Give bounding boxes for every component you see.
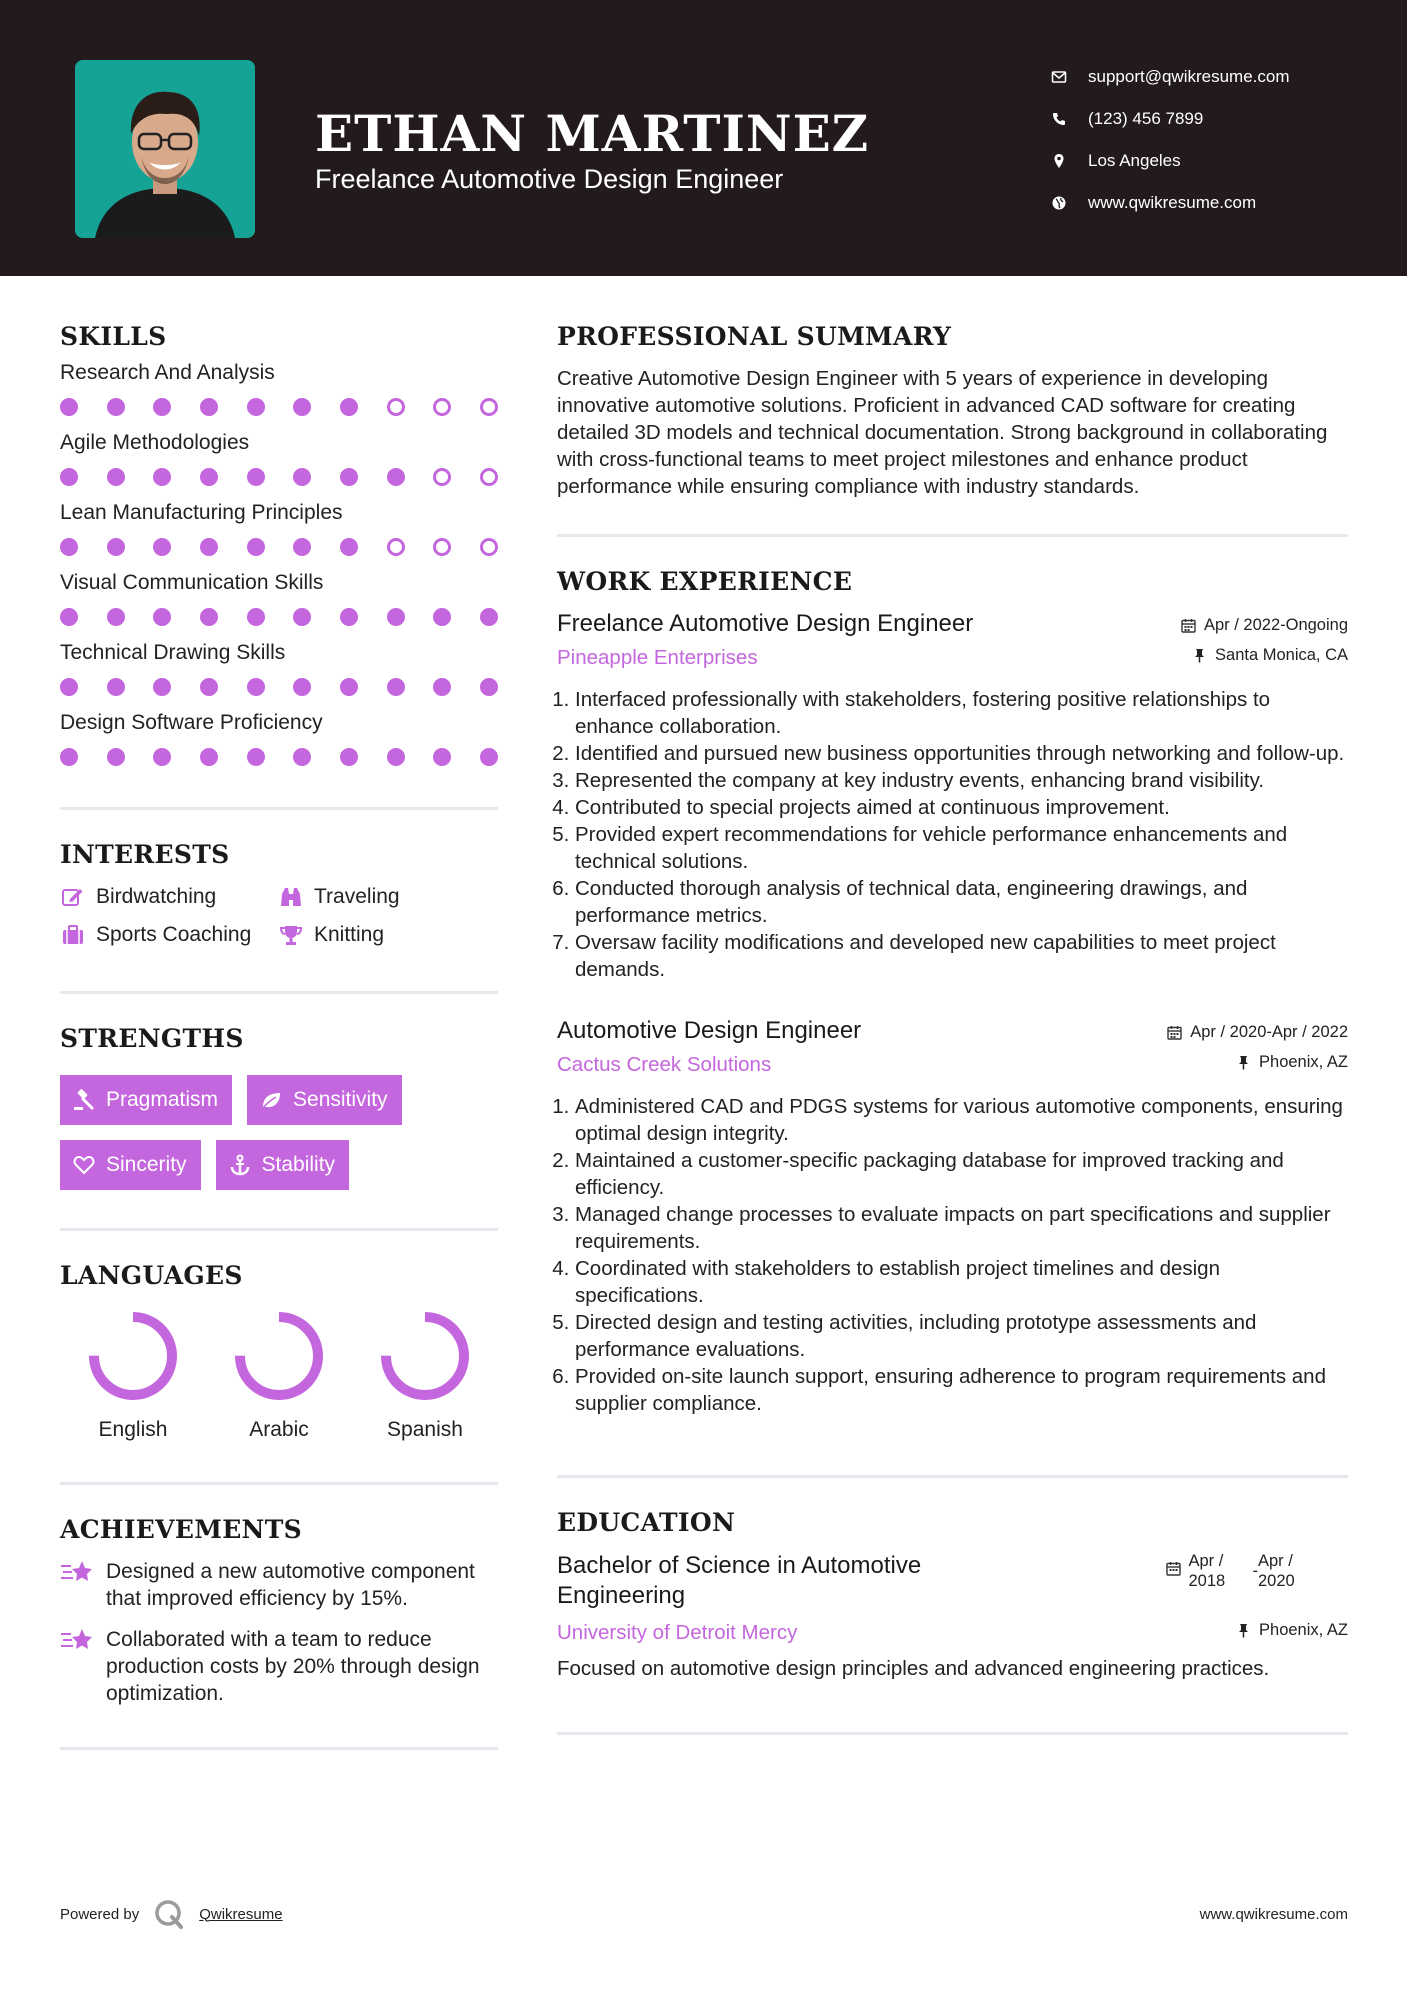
summary-section [557, 322, 1348, 500]
job-location [1236, 1053, 1348, 1072]
phone-icon [1050, 110, 1068, 128]
skill-dot-filled [200, 748, 218, 766]
skill-dot-empty [480, 468, 498, 486]
language-item [60, 1310, 206, 1442]
skill-rating [60, 533, 498, 561]
skill-dot-filled [60, 678, 78, 696]
contact-phone-text: (123) 456 7899 [1088, 109, 1204, 128]
skill-rating [60, 603, 498, 631]
section-divider [60, 807, 498, 810]
degree-title: Bachelor of Science in Automotive Engineering [557, 1552, 922, 1609]
skill-dot-empty [480, 538, 498, 556]
languages-section [60, 1261, 498, 1442]
skill-item [60, 361, 498, 421]
strength-label: Pragmatism [106, 1088, 219, 1111]
skill-dot-filled [60, 398, 78, 416]
interests-section [60, 840, 498, 947]
education-description: Focused on automotive design principles and advanced engineering practices. [557, 1657, 1270, 1680]
skill-dot-empty [433, 398, 451, 416]
skill-dot-empty [480, 398, 498, 416]
strength-tag [60, 1140, 201, 1190]
contact-email[interactable] [1050, 56, 1290, 98]
language-progress-ring [233, 1310, 325, 1402]
school-name: University of Detroit Mercy [557, 1621, 798, 1644]
job-dates-text: Apr / 2020-Apr / 2022 [1190, 1023, 1348, 1041]
skill-dot-filled [340, 468, 358, 486]
resume-header [0, 0, 1407, 276]
section-divider [60, 1482, 498, 1485]
experience-heading: WORK EXPERIENCE [557, 567, 853, 596]
binoculars-icon [278, 885, 304, 909]
company-name: Cactus Creek Solutions [557, 1053, 772, 1076]
skill-dot-filled [387, 748, 405, 766]
skill-dot-filled [387, 608, 405, 626]
interest-item [60, 885, 278, 909]
job-header [557, 1017, 1348, 1045]
bullet-item: 1. Administered CAD and PDGS systems for various automotive components, ensuring optimal design integrity. [575, 1093, 1348, 1147]
skill-dot-filled [247, 608, 265, 626]
education-location [1236, 1621, 1348, 1640]
skill-dot-filled [60, 608, 78, 626]
skill-dot-filled [480, 678, 498, 696]
bullet-item: 4. Coordinated with stakeholders to establish project timelines and design specifications. [575, 1255, 1348, 1309]
achievement-item [60, 1558, 498, 1612]
languages-heading: LANGUAGES [60, 1261, 243, 1290]
skill-rating [60, 463, 498, 491]
profile-photo [75, 60, 255, 238]
skill-label: Design Software Proficiency [60, 711, 323, 734]
skill-dot-filled [340, 678, 358, 696]
skill-rating [60, 743, 498, 771]
candidate-name: ETHAN MARTINEZ [315, 104, 870, 163]
bullet-item: 5. Directed design and testing activities, including prototype assessments and performance evaluations. [575, 1309, 1348, 1363]
footer-website[interactable]: www.qwikresume.com [1199, 1906, 1348, 1923]
contact-website[interactable] [1050, 182, 1290, 224]
education-location-text: Phoenix, AZ [1259, 1621, 1348, 1639]
contact-location-text: Los Angeles [1088, 151, 1181, 170]
bullet-item: 1. Interfaced professionally with stakeholders, fostering positive relationships to enhance collaboration. [575, 686, 1348, 740]
skill-dot-filled [247, 748, 265, 766]
job-location-text: Phoenix, AZ [1259, 1053, 1348, 1071]
bullet-item: 4. Contributed to special projects aimed at continuous improvement. [575, 794, 1348, 821]
education-start-date: Apr / 2018 [1188, 1552, 1226, 1590]
bullet-item: 3. Represented the company at key industry events, enhancing brand visibility. [575, 767, 1348, 794]
education-dates [1166, 1551, 1309, 1591]
globe-icon [1050, 194, 1068, 212]
contact-location [1050, 140, 1290, 182]
job-location-text: Santa Monica, CA [1215, 646, 1348, 664]
strength-tag [247, 1075, 402, 1125]
strength-label: Sincerity [106, 1153, 187, 1176]
skill-dot-filled [60, 538, 78, 556]
skill-dot-filled [293, 748, 311, 766]
trophy-icon [278, 923, 304, 947]
skill-dot-filled [153, 468, 171, 486]
achievements-section [60, 1515, 498, 1707]
skill-dot-filled [153, 678, 171, 696]
bullet-item: 7. Oversaw facility modifications and developed new capabilities to meet project demands. [575, 929, 1348, 983]
skill-dot-filled [293, 608, 311, 626]
pushpin-icon [1236, 1623, 1251, 1638]
interest-label: Sports Coaching [96, 923, 252, 946]
language-item [352, 1310, 498, 1442]
section-divider [60, 991, 498, 994]
skill-label: Agile Methodologies [60, 431, 250, 454]
pencil-square-icon [60, 885, 86, 909]
skills-list [60, 361, 498, 771]
skills-section [60, 322, 498, 771]
education-end-date: Apr / 2020 [1258, 1552, 1295, 1590]
skill-dot-filled [107, 468, 125, 486]
skill-dot-filled [200, 468, 218, 486]
strength-label: Stability [261, 1153, 336, 1176]
strength-tag [60, 1075, 232, 1125]
skill-dot-filled [293, 538, 311, 556]
strength-tag [216, 1140, 350, 1190]
section-divider [60, 1228, 498, 1231]
education-section [557, 1508, 1348, 1682]
interest-label: Birdwatching [96, 885, 217, 908]
interests-heading: INTERESTS [60, 840, 230, 869]
powered-by-text: Powered by [60, 1905, 140, 1923]
skill-dot-filled [153, 538, 171, 556]
skill-dot-filled [387, 678, 405, 696]
shooting-star-icon [60, 1558, 96, 1586]
bullet-item: 2. Identified and pursued new business opportunities through networking and follow-up. [575, 740, 1348, 767]
interest-item [60, 923, 278, 947]
interests-list [60, 885, 498, 947]
skill-dot-filled [107, 398, 125, 416]
skill-dot-filled [433, 608, 451, 626]
bullet-item: 6. Conducted thorough analysis of technical data, engineering drawings, and performance metrics. [575, 875, 1348, 929]
skill-item [60, 711, 498, 771]
brand-link[interactable]: Qwikresume [199, 1905, 283, 1923]
skill-dot-filled [293, 468, 311, 486]
skill-dot-filled [200, 398, 218, 416]
skill-dot-filled [200, 538, 218, 556]
company-name: Pineapple Enterprises [557, 646, 758, 669]
skill-dot-filled [60, 468, 78, 486]
right-column [557, 322, 1348, 1735]
section-divider [557, 1475, 1348, 1478]
job-title: Automotive Design Engineer [557, 1017, 862, 1044]
candidate-title: Freelance Automotive Design Engineer [315, 164, 784, 194]
section-divider [557, 1732, 1348, 1735]
skill-rating [60, 673, 498, 701]
map-pin-icon [1050, 152, 1068, 170]
skill-dot-filled [247, 398, 265, 416]
strengths-list [60, 1075, 498, 1190]
job-dates [1181, 616, 1348, 635]
language-label: Arabic [249, 1418, 309, 1441]
skill-dot-filled [107, 748, 125, 766]
leaf-icon [259, 1089, 283, 1111]
calendar-icon [1167, 1025, 1182, 1040]
calendar-icon [1181, 618, 1196, 633]
job-title: Freelance Automotive Design Engineer [557, 610, 974, 637]
job-bullets [557, 1093, 1348, 1417]
bullet-item: 6. Provided on-site launch support, ensuring adherence to program requirements and supplier compliance. [575, 1363, 1348, 1417]
contact-email-text: support@qwikresume.com [1088, 67, 1290, 86]
contact-website-text: www.qwikresume.com [1088, 193, 1257, 212]
skill-dot-filled [153, 398, 171, 416]
job-subheader [557, 646, 1348, 670]
section-divider [60, 1747, 498, 1750]
bullet-item: 5. Provided expert recommendations for vehicle performance enhancements and technical solutions. [575, 821, 1348, 875]
skill-rating [60, 393, 498, 421]
skill-label: Technical Drawing Skills [60, 641, 286, 664]
language-progress-ring [379, 1310, 471, 1402]
skill-dot-filled [153, 748, 171, 766]
skill-dot-filled [387, 468, 405, 486]
skill-dot-empty [387, 398, 405, 416]
skill-dot-filled [293, 398, 311, 416]
job-entry [557, 1017, 1348, 1417]
skill-item [60, 571, 498, 631]
anchor-icon [228, 1154, 252, 1176]
pushpin-icon [1192, 648, 1207, 663]
strengths-heading: STRENGTHS [60, 1024, 244, 1053]
skill-item [60, 641, 498, 701]
skill-dot-empty [433, 538, 451, 556]
interest-label: Knitting [314, 923, 385, 946]
skill-dot-filled [247, 538, 265, 556]
skill-dot-filled [433, 748, 451, 766]
contact-list [1050, 56, 1290, 224]
job-dates-text: Apr / 2022-Ongoing [1203, 616, 1348, 634]
skill-dot-filled [107, 678, 125, 696]
envelope-icon [1050, 68, 1068, 86]
skill-dot-filled [153, 608, 171, 626]
skill-dot-filled [247, 468, 265, 486]
interest-item [278, 923, 478, 947]
skill-dot-filled [340, 538, 358, 556]
languages-list [60, 1310, 498, 1442]
person-avatar-icon [75, 60, 255, 238]
education-date-separator: - [1252, 1562, 1258, 1580]
skill-dot-filled [293, 678, 311, 696]
skill-dot-filled [480, 608, 498, 626]
interest-item [278, 885, 478, 909]
skill-dot-filled [433, 678, 451, 696]
language-progress-ring [87, 1310, 179, 1402]
education-heading: EDUCATION [557, 1508, 736, 1537]
skill-dot-empty [387, 538, 405, 556]
experience-section [557, 567, 1348, 1417]
skill-dot-filled [107, 608, 125, 626]
shooting-star-icon [60, 1626, 96, 1654]
skill-dot-filled [107, 538, 125, 556]
skill-dot-filled [200, 678, 218, 696]
strengths-section [60, 1024, 498, 1190]
strength-label: Sensitivity [293, 1088, 388, 1111]
skill-dot-filled [200, 608, 218, 626]
job-header [557, 610, 1348, 638]
interest-label: Traveling [314, 885, 400, 908]
job-location [1192, 646, 1348, 665]
skill-item [60, 431, 498, 491]
achievements-heading: ACHIEVEMENTS [60, 1515, 302, 1544]
contact-phone[interactable] [1050, 98, 1290, 140]
heart-icon [72, 1154, 96, 1176]
pushpin-icon [1236, 1055, 1251, 1070]
skill-label: Research And Analysis [60, 361, 275, 384]
achievement-text: Designed a new automotive component that improved efficiency by 15%. [106, 1560, 475, 1610]
calendar-icon [1166, 1561, 1181, 1576]
summary-text: Creative Automotive Design Engineer with 5 years of experience in developing innovative automotive solutions. Proficient in advanced CAD software for creating detailed 3D models and technical documentation. Strong background in collaborating with cross-functional teams to meet project milestones and enhance product performance while ensuring compliance with industry standards. [557, 367, 1328, 498]
achievement-item [60, 1626, 498, 1707]
bullet-item: 2. Maintained a customer-specific packaging database for improved tracking and efficiency. [575, 1147, 1348, 1201]
skill-label: Lean Manufacturing Principles [60, 501, 343, 524]
job-dates [1167, 1023, 1348, 1042]
job-subheader [557, 1053, 1348, 1077]
skill-dot-filled [340, 608, 358, 626]
skill-dot-filled [340, 748, 358, 766]
skill-dot-filled [60, 748, 78, 766]
skill-dot-empty [433, 468, 451, 486]
skills-heading: SKILLS [60, 322, 167, 351]
suitcase-icon [60, 923, 86, 947]
achievement-text: Collaborated with a team to reduce production costs by 20% through design optimization. [106, 1628, 480, 1705]
language-label: English [98, 1418, 168, 1441]
language-item [206, 1310, 352, 1442]
bullet-item: 3. Managed change processes to evaluate impacts on part specifications and supplier requirements. [575, 1201, 1348, 1255]
skill-dot-filled [480, 748, 498, 766]
qwikresume-logo-icon [153, 1898, 185, 1930]
gavel-icon [72, 1089, 96, 1111]
skill-dot-filled [340, 398, 358, 416]
footer-branding [60, 1898, 283, 1930]
skill-dot-filled [247, 678, 265, 696]
job-bullets [557, 686, 1348, 983]
education-subheader [557, 1621, 1348, 1645]
skill-label: Visual Communication Skills [60, 571, 324, 594]
section-divider [557, 534, 1348, 537]
education-header [557, 1551, 1348, 1611]
language-label: Spanish [387, 1418, 463, 1441]
skill-item [60, 501, 498, 561]
job-entry [557, 610, 1348, 983]
left-column [60, 322, 498, 1750]
summary-heading: PROFESSIONAL SUMMARY [557, 322, 952, 351]
